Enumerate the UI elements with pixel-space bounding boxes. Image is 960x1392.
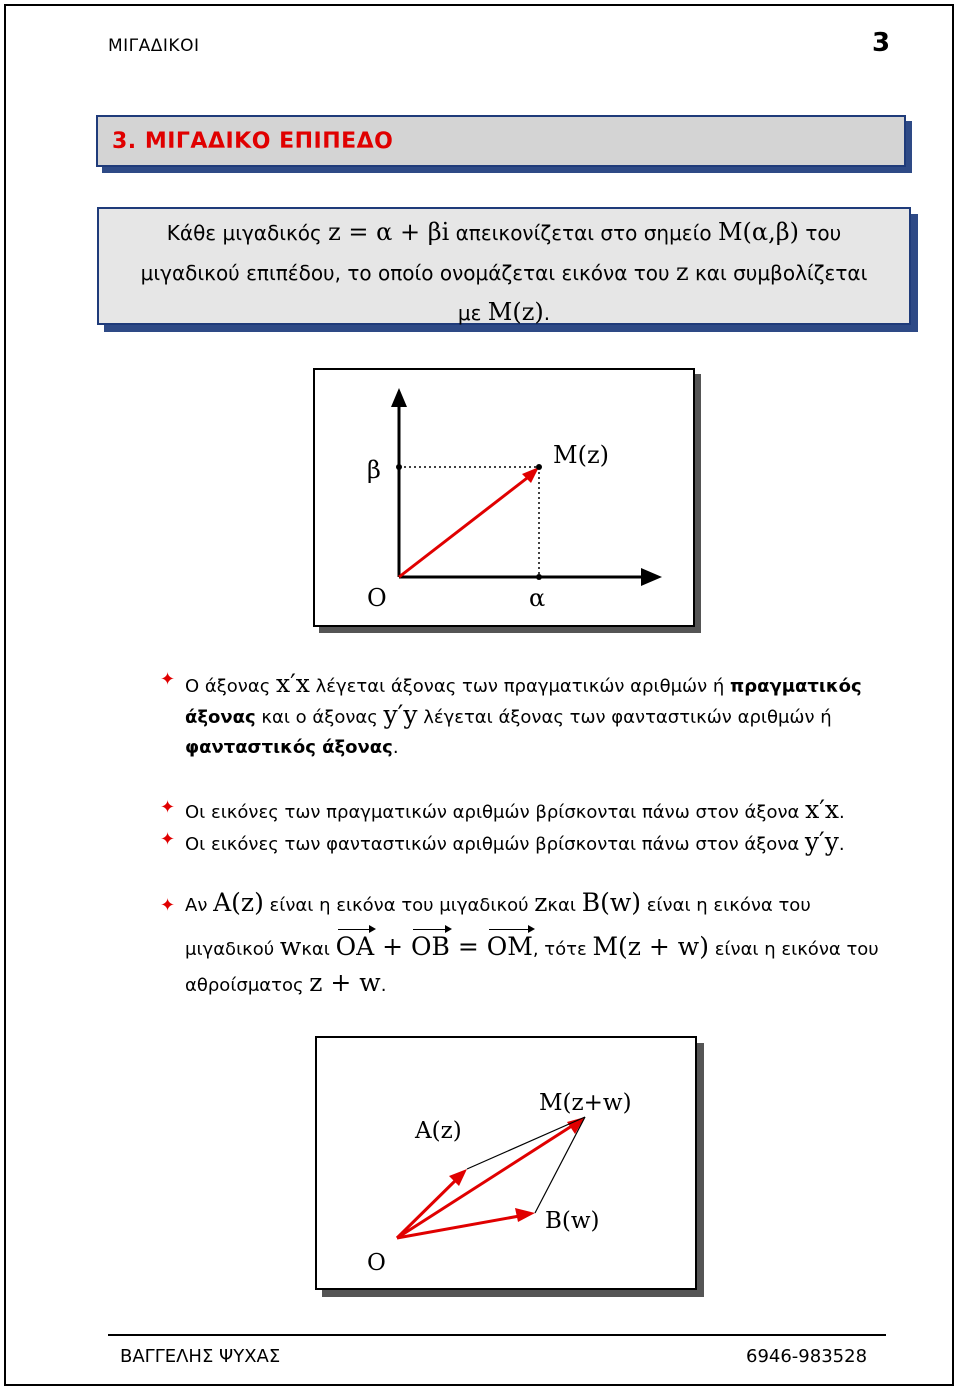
definition-line-2: μιγαδικού επιπέδου, το οποίο ονομάζεται εικόνα του z και συμβολίζεται (140, 258, 868, 286)
parallelogram-AM (467, 1117, 585, 1169)
bullet-4-line-1: Αν A(z) είναι η εικόνα του μιγαδικού zκαι B(w) είναι η εικόνα του (185, 888, 811, 917)
definition-line-3: με M(z). (457, 298, 551, 326)
bullet-2: Οι εικόνες των πραγματικών αριθμών βρίσκονται πάνω στον άξονα x′x. (185, 795, 845, 824)
label-alpha: α (529, 584, 546, 612)
y-axis-arrow (391, 388, 407, 407)
beta-point (396, 464, 402, 470)
math-z: z (675, 258, 689, 286)
bullet-1-line-2: άξονας και ο άξονας y′y λέγεται άξονας των φανταστικών αριθμών ή (185, 700, 832, 729)
parallelogram-BM (535, 1117, 585, 1213)
vector-OM-arrow (567, 1117, 585, 1134)
bullet-3: Οι εικόνες των φανταστικών αριθμών βρίσκονται πάνω στον άξονα y′y. (185, 827, 845, 856)
header-title: ΜΙΓΑΔΙΚΟΙ (108, 36, 200, 56)
bullet-star-1: ✦ (160, 669, 176, 690)
definition-box (97, 207, 911, 325)
footer-divider (108, 1334, 886, 1336)
label-beta: β (367, 456, 381, 484)
vector-sum-figure (317, 1038, 695, 1288)
bullet-4-line-2: μιγαδικού wκαι OA + OB = OM, τότε M(z + w) είναι η εικόνα του (185, 932, 879, 961)
footer-author: ΒΑΓΓΕΛΗΣ ΨΥΧΑΣ (120, 1346, 281, 1367)
M-point (536, 464, 542, 470)
figure2-box (315, 1036, 697, 1290)
label-O: O (367, 584, 387, 612)
math-M-alpha-beta: M(α,β) (717, 218, 799, 246)
label-Az: A(z) (415, 1118, 462, 1144)
math-z-formula: z = α + βi (328, 218, 450, 246)
vector-OM (399, 475, 531, 577)
alpha-point (536, 574, 542, 580)
section-title-box (96, 115, 906, 167)
label-Bw: B(w) (545, 1208, 600, 1234)
x-axis-arrow (641, 568, 662, 586)
bullet-4-line-3: αθροίσματος z + w. (185, 968, 387, 997)
vector-OM: OM (486, 932, 533, 961)
bullet-star-2: ✦ (160, 797, 176, 818)
complex-plane-figure (315, 370, 693, 625)
label-O2: O (367, 1250, 386, 1276)
definition-line-1: Κάθε μιγαδικός z = α + βi απεικονίζεται στο σημείο M(α,β) του (166, 218, 842, 246)
label-Mz: M(z) (553, 441, 609, 469)
math-Mz: M(z) (487, 298, 544, 326)
bullet-star-4: ✦ (160, 895, 176, 916)
vector-OB-arrow (515, 1208, 535, 1222)
vector-OB: OB (411, 932, 450, 961)
vector-OA: OA (335, 932, 375, 961)
page-number: 3 (872, 28, 891, 58)
bullet-1-line-3: φανταστικός άξονας. (185, 737, 399, 758)
figure1-box (313, 368, 695, 627)
footer-phone: 6946-983528 (746, 1346, 868, 1367)
bullet-star-3: ✦ (160, 829, 176, 850)
section-title: 3. ΜΙΓΑΔΙΚΟ ΕΠΙΠΕΔΟ (112, 129, 394, 154)
bullet-1-line-1: Ο άξονας x′x λέγεται άξονας των πραγματικών αριθμών ή πραγματικός (185, 669, 862, 698)
label-Mzw: M(z+w) (539, 1090, 632, 1116)
